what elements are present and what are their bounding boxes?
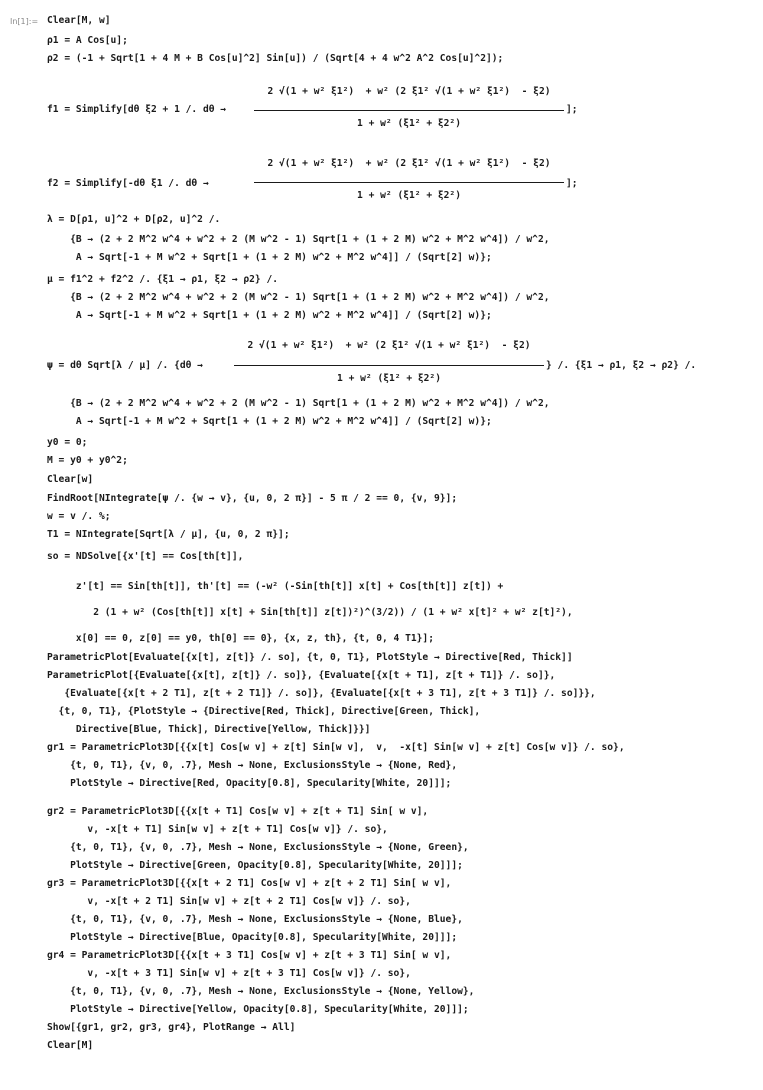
- code-line[interactable]: v, -x[t + 2 T1] Sin[w v] + z[t + 2 T1] Cos[w v]} /. so},: [47, 896, 411, 907]
- fraction-numerator: 2 √(1 + w² ξ1²) + w² (2 ξ1² √(1 + w² ξ1²) - ξ2): [267, 86, 551, 97]
- code-line[interactable]: λ = D[ρ1, u]^2 + D[ρ2, u]^2 /.: [47, 214, 221, 225]
- input-cell-label: In[1]:=: [10, 17, 39, 26]
- code-line[interactable]: v, -x[t + T1] Sin[w v] + z[t + T1] Cos[w v]} /. so},: [47, 824, 388, 835]
- code-line[interactable]: f1 = Simplify[dθ ξ2 + 1 /. dθ →: [47, 104, 227, 115]
- code-line[interactable]: Clear[M, w]: [47, 15, 111, 26]
- code-line[interactable]: A → Sqrt[-1 + M w^2 + Sqrt[1 + (1 + 2 M) w^2 + M^2 w^4]] / (Sqrt[2] w)};: [47, 416, 492, 427]
- fraction-bar: [234, 365, 544, 366]
- code-line[interactable]: } /. {ξ1 → ρ1, ξ2 → ρ2} /.: [546, 360, 697, 371]
- code-line[interactable]: Clear[M]: [47, 1040, 94, 1051]
- code-line[interactable]: FindRoot[NIntegrate[ψ /. {w → v}, {u, 0, 2 π}] - 5 π / 2 == 0, {v, 9}];: [47, 493, 458, 504]
- code-line[interactable]: μ = f1^2 + f2^2 /. {ξ1 → ρ1, ξ2 → ρ2} /.: [47, 274, 279, 285]
- code-line[interactable]: {B → (2 + 2 M^2 w^4 + w^2 + 2 (M w^2 - 1) Sqrt[1 + (1 + 2 M) w^2 + M^2 w^4]) / w^2,: [47, 234, 550, 245]
- code-line[interactable]: {B → (2 + 2 M^2 w^4 + w^2 + 2 (M w^2 - 1) Sqrt[1 + (1 + 2 M) w^2 + M^2 w^4]) / w^2,: [47, 292, 550, 303]
- code-line[interactable]: w = v /. %;: [47, 511, 111, 522]
- code-line[interactable]: ParametricPlot[{Evaluate[{x[t], z[t]} /. so]}, {Evaluate[{x[t + T1], z[t + T1]} /. so]},: [47, 670, 556, 681]
- fraction-bar: [254, 110, 564, 111]
- code-line[interactable]: ρ2 = (-1 + Sqrt[1 + 4 M + B Cos[u]^2] Sin[u]) / (Sqrt[4 + 4 w^2 A^2 Cos[u]^2]);: [47, 53, 504, 64]
- code-line[interactable]: v, -x[t + 3 T1] Sin[w v] + z[t + 3 T1] Cos[w v]} /. so},: [47, 968, 411, 979]
- code-line[interactable]: {Evaluate[{x[t + 2 T1], z[t + 2 T1]} /. so]}, {Evaluate[{x[t + 3 T1], z[t + 3 T1]} /. so]}},: [47, 688, 596, 699]
- code-line[interactable]: PlotStyle → Directive[Red, Opacity[0.8], Specularity[White, 20]]];: [47, 778, 452, 789]
- code-line[interactable]: ψ = dθ Sqrt[λ / μ] /. {dθ →: [47, 360, 203, 371]
- code-line[interactable]: PlotStyle → Directive[Yellow, Opacity[0.8], Specularity[White, 20]]];: [47, 1004, 469, 1015]
- code-line[interactable]: {t, 0, T1}, {v, 0, .7}, Mesh → None, ExclusionsStyle → {None, Red},: [47, 760, 458, 771]
- code-line[interactable]: so = NDSolve[{x'[t] == Cos[th[t]],: [47, 551, 244, 562]
- code-line[interactable]: gr3 = ParametricPlot3D[{{x[t + 2 T1] Cos[w v] + z[t + 2 T1] Sin[ w v],: [47, 878, 452, 889]
- code-line[interactable]: {t, 0, T1}, {v, 0, .7}, Mesh → None, ExclusionsStyle → {None, Blue},: [47, 914, 463, 925]
- fraction-denominator: 1 + w² (ξ1² + ξ2²): [357, 118, 461, 129]
- code-line[interactable]: {t, 0, T1}, {v, 0, .7}, Mesh → None, ExclusionsStyle → {None, Yellow},: [47, 986, 475, 997]
- code-line[interactable]: {t, 0, T1}, {PlotStyle → {Directive[Red, Thick], Directive[Green, Thick],: [47, 706, 481, 717]
- code-line[interactable]: f2 = Simplify[-dθ ξ1 /. dθ →: [47, 178, 209, 189]
- code-line[interactable]: z'[t] == Sin[th[t]], th'[t] == (-w² (-Sin[th[t]] x[t] + Cos[th[t]] z[t]) +: [47, 581, 504, 592]
- fraction-denominator: 1 + w² (ξ1² + ξ2²): [357, 190, 461, 201]
- code-line[interactable]: A → Sqrt[-1 + M w^2 + Sqrt[1 + (1 + 2 M) w^2 + M^2 w^4]] / (Sqrt[2] w)};: [47, 310, 492, 321]
- code-line[interactable]: PlotStyle → Directive[Green, Opacity[0.8], Specularity[White, 20]]];: [47, 860, 463, 871]
- code-line[interactable]: ];: [566, 104, 578, 115]
- code-line[interactable]: ParametricPlot[Evaluate[{x[t], z[t]} /. so], {t, 0, T1}, PlotStyle → Directive[Red, Thick]]: [47, 652, 573, 663]
- code-line[interactable]: Show[{gr1, gr2, gr3, gr4}, PlotRange → All]: [47, 1022, 296, 1033]
- code-line[interactable]: y0 = 0;: [47, 437, 88, 448]
- code-line[interactable]: gr1 = ParametricPlot3D[{{x[t] Cos[w v] + z[t] Sin[w v], v, -x[t] Sin[w v] + z[t] Cos[w v]} /. so},: [47, 742, 625, 753]
- fraction-denominator: 1 + w² (ξ1² + ξ2²): [337, 373, 441, 384]
- code-line[interactable]: ρ1 = A Cos[u];: [47, 35, 128, 46]
- code-line[interactable]: 2 (1 + w² (Cos[th[t]] x[t] + Sin[th[t]] z[t])²)^(3/2)) / (1 + w² x[t]² + w² z[t]²),: [47, 607, 573, 618]
- code-line[interactable]: x[0] == 0, z[0] == y0, th[0] == 0}, {x, z, th}, {t, 0, 4 T1}];: [47, 633, 434, 644]
- code-line[interactable]: {B → (2 + 2 M^2 w^4 + w^2 + 2 (M w^2 - 1) Sqrt[1 + (1 + 2 M) w^2 + M^2 w^4]) / w^2,: [47, 398, 550, 409]
- code-line[interactable]: gr4 = ParametricPlot3D[{{x[t + 3 T1] Cos[w v] + z[t + 3 T1] Sin[ w v],: [47, 950, 452, 961]
- code-line[interactable]: T1 = NIntegrate[Sqrt[λ / μ], {u, 0, 2 π}];: [47, 529, 290, 540]
- fraction-numerator: 2 √(1 + w² ξ1²) + w² (2 ξ1² √(1 + w² ξ1²) - ξ2): [267, 158, 551, 169]
- code-line[interactable]: M = y0 + y0^2;: [47, 455, 128, 466]
- code-line[interactable]: ];: [566, 178, 578, 189]
- code-line[interactable]: {t, 0, T1}, {v, 0, .7}, Mesh → None, ExclusionsStyle → {None, Green},: [47, 842, 469, 853]
- fraction-numerator: 2 √(1 + w² ξ1²) + w² (2 ξ1² √(1 + w² ξ1²) - ξ2): [247, 340, 531, 351]
- code-line[interactable]: A → Sqrt[-1 + M w^2 + Sqrt[1 + (1 + 2 M) w^2 + M^2 w^4]] / (Sqrt[2] w)};: [47, 252, 492, 263]
- code-line[interactable]: gr2 = ParametricPlot3D[{{x[t + T1] Cos[w v] + z[t + T1] Sin[ w v],: [47, 806, 429, 817]
- code-line[interactable]: PlotStyle → Directive[Blue, Opacity[0.8], Specularity[White, 20]]];: [47, 932, 458, 943]
- fraction-bar: [254, 182, 564, 183]
- code-line[interactable]: Directive[Blue, Thick], Directive[Yellow, Thick]}}]: [47, 724, 371, 735]
- code-line[interactable]: Clear[w]: [47, 474, 94, 485]
